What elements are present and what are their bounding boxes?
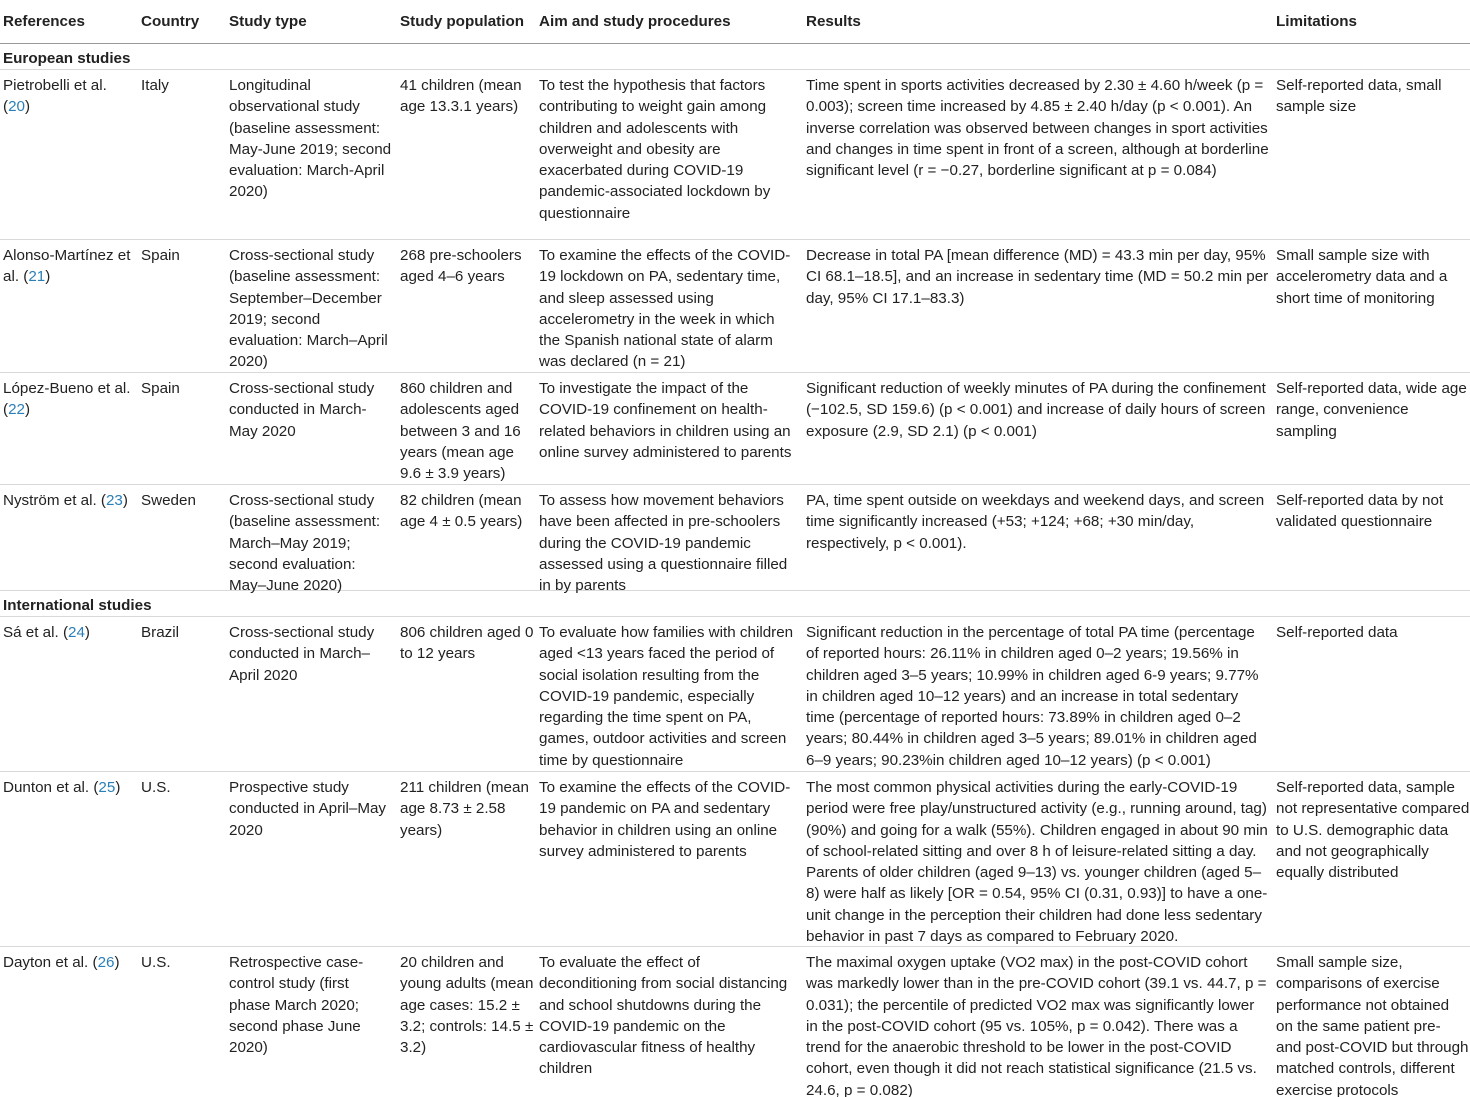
ref-author: Dunton et al. (3, 779, 90, 796)
study-type-cell: Cross-sectional study (baseline assessment: March–May 2019; second evaluation: May–June 2020) (229, 492, 381, 595)
aim-cell: To test the hypothesis that factors contributing to weight gain among children and adolescents with overweight and obesity are exacerbated during COVID-19 pandemic-associated lockdown by questionnaire (539, 77, 771, 222)
table-row (0, 617, 1470, 772)
ref-cell: López-Bueno et al. (22) (3, 380, 131, 419)
ref-cell: Nyström et al. (23) (3, 492, 128, 509)
population-cell: 860 children and adolescents aged between 3 and 16 years (mean age 9.6 ± 3.9 years) (400, 380, 521, 483)
country-cell: Italy (141, 77, 169, 94)
study-type-cell: Longitudinal observational study (baseline assessment: May-June 2019; second evaluation: March-April 2020) (229, 77, 392, 201)
limitations-cell: Self-reported data by not validated questionnaire (1276, 492, 1444, 531)
study-type-cell: Retrospective case-control study (first phase March 2020; second phase June 2020) (229, 954, 364, 1057)
table-row (0, 772, 1470, 947)
limitations-cell: Small sample size, comparisons of exercise performance not obtained on the same patient pre- and post-COVID but through matched controls, different exercise protocols (1276, 954, 1469, 1097)
ref-cell: Pietrobelli et al. (20) (3, 77, 107, 116)
ref-link[interactable]: 23 (105, 492, 123, 509)
results-cell: The most common physical activities during the early-COVID-19 period were free play/unstructured activity (e.g., running around, tag) (90%) and going for a walk (55%). Children engaged in about 90 min of school-related sitting and over 8 h of leisure-related sitting a day. Parents of older children (aged 9–13) vs. younger children (aged 5–8) were half as likely [OR = 0.54, 95% CI (0.31, 0.93)] to have a one-unit change in the perception their children had done less sedentary behavior in past 7 days as compared to February 2020. (806, 779, 1268, 946)
country-cell: U.S. (141, 779, 171, 796)
ref-author: López-Bueno et al. (3, 380, 131, 397)
study-type-cell: Cross-sectional study conducted in March–April 2020 (229, 624, 375, 684)
limitations-cell: Self-reported data, wide age range, convenience sampling (1276, 380, 1467, 440)
table-row (0, 947, 1470, 1097)
table-row (0, 70, 1470, 240)
header-country: Country (141, 13, 200, 30)
ref-author: Sá et al. (3, 624, 59, 641)
header-references: References (3, 13, 85, 30)
section-heading (0, 591, 1470, 617)
table-row (0, 240, 1470, 373)
population-cell: 211 children (mean age 8.73 ± 2.58 years) (400, 779, 529, 839)
header-study-population: Study population (400, 13, 525, 30)
ref-cell: Alonso-Martínez et al. (21) (3, 247, 131, 286)
ref-cell: Dunton et al. (25) (3, 779, 121, 796)
limitations-cell: Self-reported data, small sample size (1276, 77, 1442, 116)
table-header (0, 0, 1470, 44)
ref-link[interactable]: 24 (68, 624, 85, 641)
results-cell: Significant reduction in the percentage of total PA time (percentage of reported hours: 26.11% in children aged 0–2 years; 19.56% in children aged 3–5 years; 10.99% in children aged 6-9 years; 9.77% in children aged 10–12 years) and an increase in total sedentary time (percentage of reported hours: 73.89% in children aged 0–2 years; 80.44% in children aged 3–5 years; 89.01% in children aged 6–9 years; 90.23%in children aged 10–12 years) (p < 0.001) (806, 624, 1259, 769)
section-title: European studies (3, 50, 131, 67)
population-cell: 20 children and young adults (mean age cases: 15.2 ± 3.2; controls: 14.5 ± 3.2) (400, 954, 534, 1057)
table-row (0, 373, 1470, 485)
header-aim: Aim and study procedures (539, 13, 731, 30)
ref-link[interactable]: 22 (8, 401, 25, 419)
aim-cell: To investigate the impact of the COVID-19 confinement on health-related behaviors in children using an online survey administered to parents (539, 380, 792, 461)
population-cell: 806 children aged 0 to 12 years (400, 624, 534, 663)
aim-cell: To evaluate the effect of deconditioning from social distancing and school shutdowns during the COVID-19 pandemic on the cardiovascular fitness of healthy children (539, 954, 788, 1078)
country-cell: Sweden (141, 492, 196, 509)
ref-cell: Sá et al. (24) (3, 624, 90, 641)
population-cell: 41 children (mean age 13.3.1 years) (400, 77, 522, 116)
country-cell: Brazil (141, 624, 179, 641)
section-heading (0, 44, 1470, 70)
ref-link[interactable]: 25 (98, 779, 116, 796)
ref-author: Nyström et al. (3, 492, 97, 509)
results-cell: The maximal oxygen uptake (VO2 max) in the post-COVID cohort was markedly lower than in the pre-COVID cohort (39.1 vs. 44.7, p = 0.031); the percentile of predicted VO2 max was significantly lower in the post-COVID cohort (95 vs. 105%, p = 0.042). There was a trend for the anaerobic threshold to be lower in the post-COVID cohort, even though it did not reach statistical significance (21.5 vs. 24.6, p = 0.082) (806, 954, 1267, 1097)
limitations-cell: Self-reported data (1276, 624, 1398, 641)
country-cell: U.S. (141, 954, 171, 971)
results-cell: PA, time spent outside on weekdays and weekend days, and screen time significantly increased (+53; +124; +68; +30 min/day, respectively, p < 0.001). (806, 492, 1265, 552)
population-cell: 268 pre-schoolers aged 4–6 years (400, 247, 522, 286)
header-limitations: Limitations (1276, 13, 1358, 30)
aim-cell: To examine the effects of the COVID-19 pandemic on PA and sedentary behavior in children using an online survey administered to parents (539, 779, 791, 860)
population-cell: 82 children (mean age 4 ± 0.5 years) (400, 492, 523, 531)
ref-author: Pietrobelli et al. (3, 77, 107, 94)
header-study-type: Study type (229, 13, 307, 30)
country-cell: Spain (141, 247, 180, 264)
aim-cell: To assess how movement behaviors have been affected in pre-schoolers during the COVID-19 pandemic assessed using a questionnaire filled in by parents (539, 492, 788, 595)
results-cell: Significant reduction of weekly minutes of PA during the confinement (−102.5, SD 159.6) (p < 0.001) and increase of daily hours of screen exposure (2.9, SD 2.1) (p < 0.001) (806, 380, 1266, 440)
study-type-cell: Prospective study conducted in April–May 2020 (229, 779, 387, 839)
results-cell: Time spent in sports activities decreased by 2.30 ± 4.60 h/week (p = 0.003); screen time increased by 4.85 ± 2.40 h/day (p < 0.001). An inverse correlation was observed between changes in sport activities and changes in time spent in front of a screen, although at borderline significant level (r = −0.27, borderline significant at p = 0.084) (806, 77, 1269, 180)
ref-link[interactable]: 26 (97, 954, 115, 971)
limitations-cell: Self-reported data, sample not representative compared to U.S. demographic data and not geographically equally distributed (1276, 779, 1470, 882)
study-type-cell: Cross-sectional study conducted in March-May 2020 (229, 380, 375, 440)
ref-author: Alonso-Martínez et al. (3, 247, 131, 286)
results-cell: Decrease in total PA [mean difference (MD) = 43.3 min per day, 95% CI 68.1–18.5], and an increase in sedentary time (MD = 50.2 min per day, 95% CI 17.1–83.3) (806, 247, 1269, 307)
ref-link[interactable]: 20 (8, 98, 25, 116)
limitations-cell: Small sample size with accelerometry data and a short time of monitoring (1276, 247, 1448, 307)
aim-cell: To examine the effects of the COVID-19 lockdown on PA, sedentary time, and sleep assessed using accelerometry in the week in which the Spanish national state of alarm was declared (n = 21) (539, 247, 791, 371)
ref-link[interactable]: 21 (28, 268, 46, 286)
header-results: Results (806, 13, 861, 30)
ref-author: Dayton et al. (3, 954, 89, 971)
study-type-cell: Cross-sectional study (baseline assessment: September–December 2019; second evaluation: March–April 2020) (229, 247, 388, 371)
section-title: International studies (3, 597, 152, 614)
country-cell: Spain (141, 380, 180, 397)
aim-cell: To evaluate how families with children aged <13 years faced the period of social isolation resulting from the COVID-19 pandemic, especially regarding the time spent on PA, games, outdoor activities and screen time by questionnaire (539, 624, 794, 769)
table-row (0, 485, 1470, 595)
ref-cell: Dayton et al. (26) (3, 954, 120, 971)
